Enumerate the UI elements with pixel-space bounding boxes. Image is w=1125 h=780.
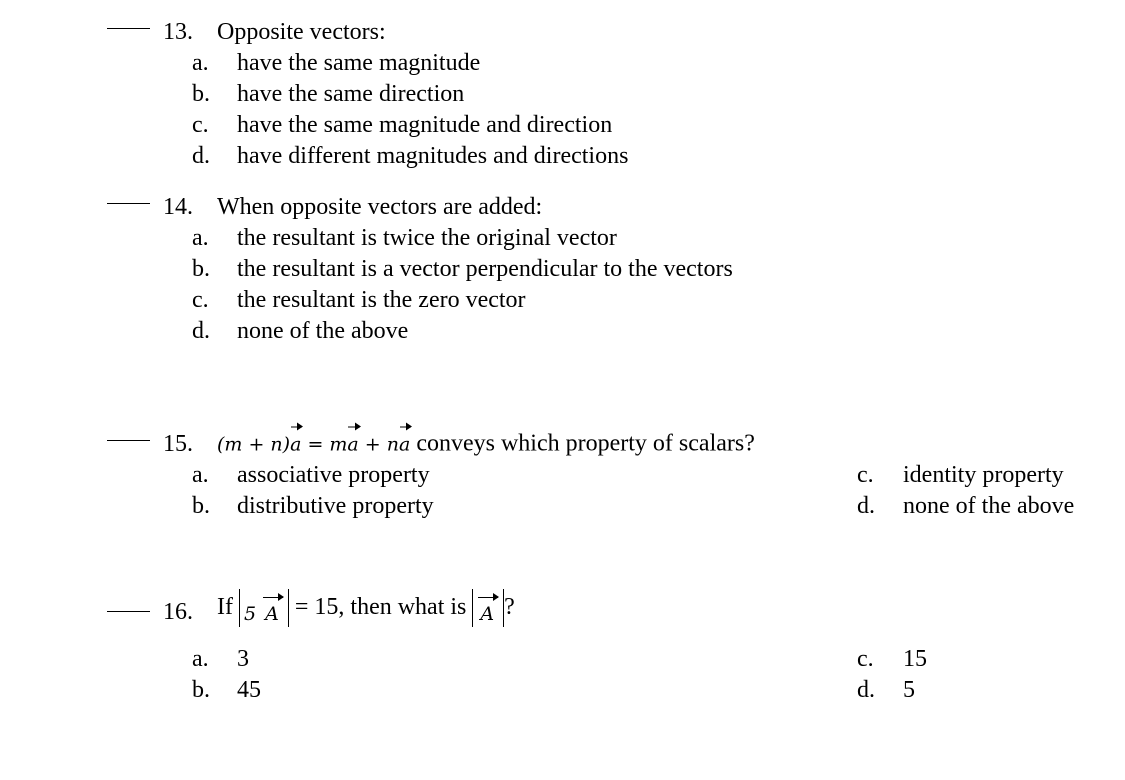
option-letter: d.: [192, 318, 210, 344]
answer-blank-15[interactable]: [107, 440, 150, 441]
option-text: distributive property: [237, 493, 434, 519]
option-letter: b.: [192, 256, 210, 282]
answer-blank-16[interactable]: [107, 611, 150, 612]
option-text: 3: [237, 646, 249, 672]
option-letter: b.: [192, 493, 210, 519]
question-text: When opposite vectors are added:: [217, 194, 543, 220]
option-text: the resultant is twice the original vector: [237, 225, 617, 251]
magnitude-A: A: [472, 589, 504, 627]
question-text: (m + n)a = ma + na conveys which property of scalars?: [217, 430, 755, 457]
option-letter: c.: [857, 646, 874, 672]
option-letter: c.: [192, 287, 209, 313]
option-letter: d.: [192, 143, 210, 169]
question-number: 13.: [163, 19, 193, 45]
option-text: none of the above: [237, 318, 409, 344]
answer-blank-14[interactable]: [107, 203, 150, 204]
option-letter: a.: [192, 225, 209, 251]
option-text: have different magnitudes and directions: [237, 143, 629, 169]
magnitude-5A: 5 A: [239, 589, 289, 627]
option-text: 45: [237, 677, 261, 703]
option-letter: d.: [857, 493, 875, 519]
option-letter: d.: [857, 677, 875, 703]
option-letter: c.: [192, 112, 209, 138]
option-letter: c.: [857, 462, 874, 488]
option-letter: b.: [192, 81, 210, 107]
option-text: have the same magnitude: [237, 50, 481, 76]
option-text: associative property: [237, 462, 430, 488]
option-letter: a.: [192, 646, 209, 672]
question-text: If 5 A = 15, then what is A ?: [217, 585, 515, 629]
option-text: the resultant is the zero vector: [237, 287, 526, 313]
option-letter: a.: [192, 462, 209, 488]
question-number: 16.: [163, 599, 193, 625]
option-text: have the same direction: [237, 81, 465, 107]
question-number: 14.: [163, 194, 193, 220]
question-number: 15.: [163, 431, 193, 457]
option-letter: b.: [192, 677, 210, 703]
option-text: none of the above: [903, 493, 1075, 519]
option-text: 15: [903, 646, 927, 672]
option-text: the resultant is a vector perpendicular to the vectors: [237, 256, 733, 282]
formula: (m + n)a = ma + na: [217, 434, 410, 456]
answer-blank-13[interactable]: [107, 28, 150, 29]
question-text: Opposite vectors:: [217, 19, 386, 45]
option-text: identity property: [903, 462, 1064, 488]
option-text: 5: [903, 677, 915, 703]
option-letter: a.: [192, 50, 209, 76]
option-text: have the same magnitude and direction: [237, 112, 613, 138]
